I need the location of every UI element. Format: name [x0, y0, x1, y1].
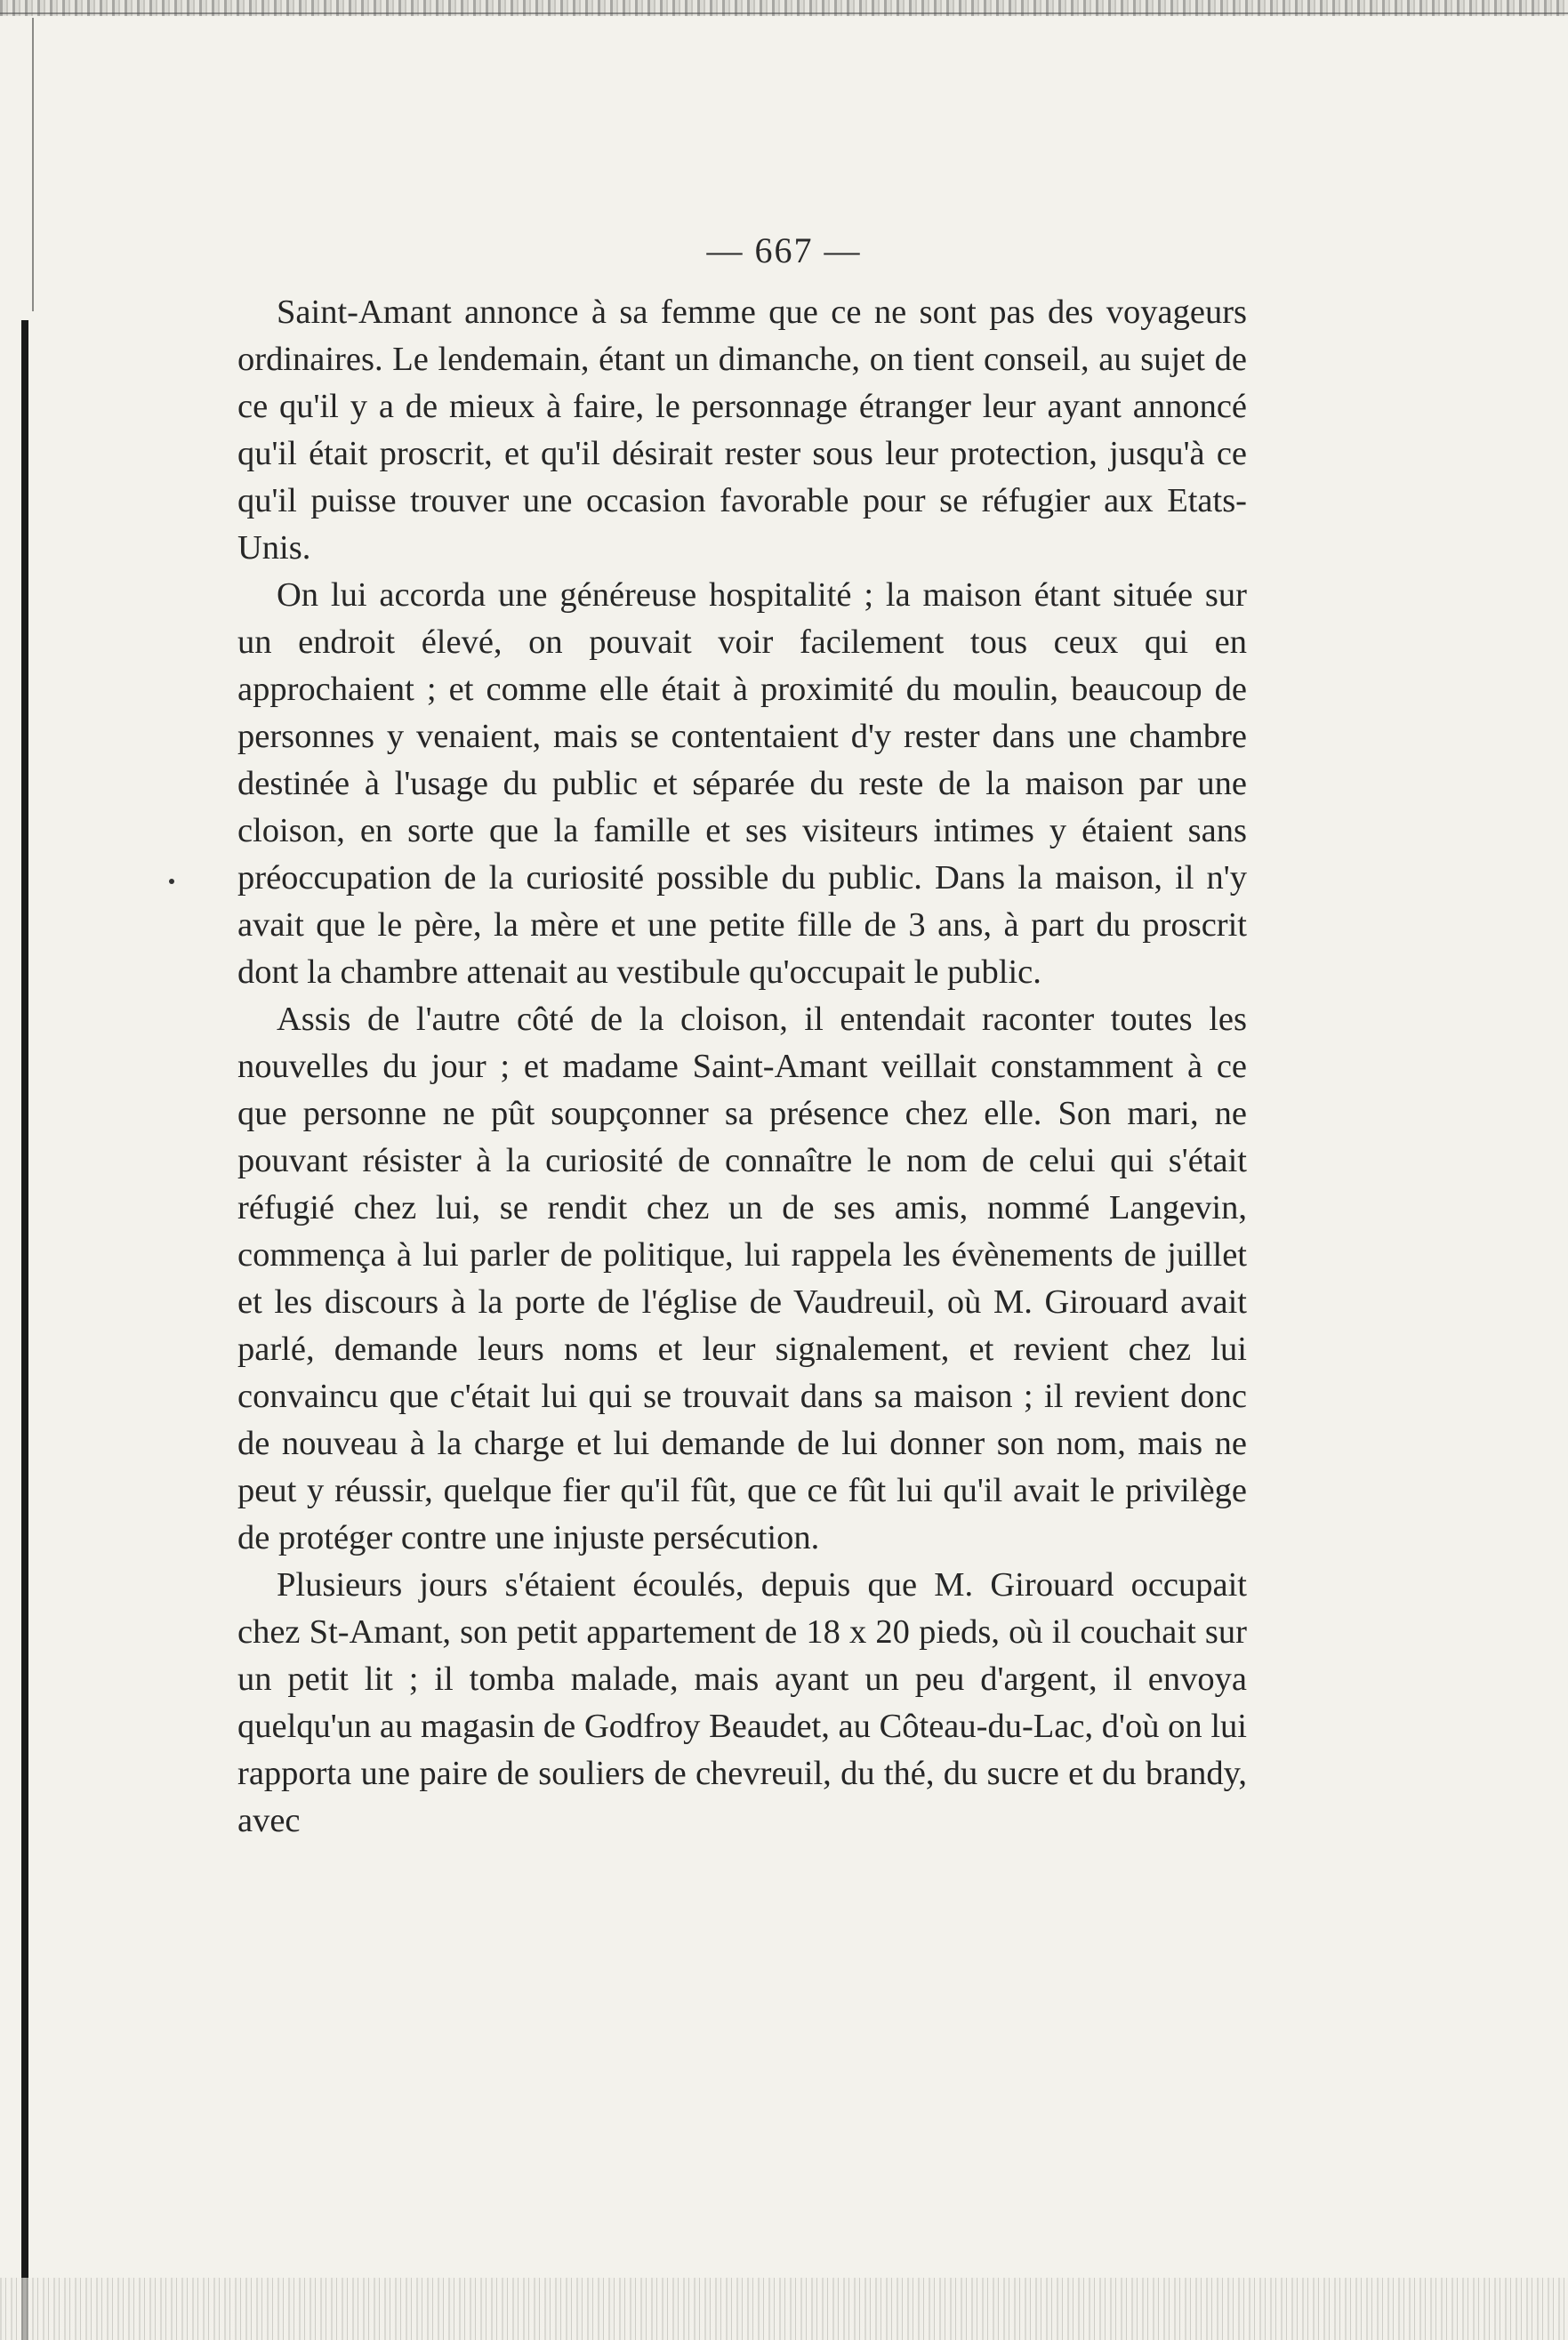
paragraph: Plusieurs jours s'étaient écoulés, depuis que M. Girouard occupait chez St-Amant, son petit appartement de 18 x 20 pieds, où il couchait sur un petit lit ; il tomba malade, mais ayant un peu d'argent, il envoya quelqu'un au magasin de Godfroy Beaudet, au Côteau-du-Lac, d'où on lui rapporta une paire de souliers de chevreuil, du thé, du sucre et du brandy, avec — [237, 1566, 1247, 1839]
scan-top-rule — [0, 12, 1568, 14]
scan-bottom-edge — [0, 2278, 1568, 2340]
page-number: — 667 — — [706, 230, 862, 270]
paragraph: Saint-Amant annonce à sa femme que ce ne sont pas des voyageurs ordinaires. Le lendemain, étant un dimanche, on tient conseil, au sujet de ce qu'il y a de mieux à faire, le personnage étranger leur ayant annoncé qu'il était proscrit, et qu'il désirait rester sous leur protection, jusqu'à ce qu'il puisse trouver une occasion favorable pour se réfugier aux Etats-Unis. — [237, 294, 1247, 567]
scan-speck — [169, 879, 174, 884]
scan-binding-edge — [21, 320, 28, 2340]
body-text — [237, 289, 1247, 1845]
paragraph: On lui accorda une généreuse hospitalité ; la maison étant située sur un endroit élevé, on pouvait voir facilement tous ceux qui en approchaient ; et comme elle était à proximité du moulin, beaucoup de personnes y venaient, mais se contentaient d'y rester dans une chambre destinée à l'usage du public et séparée du reste de la maison par une cloison, en sorte que la famille et ses visiteurs intimes y étaient sans préoccupation de la curiosité possible du public. Dans la maison, il n'y avait que le père, la mère et une petite fille de 3 ans, à part du proscrit dont la chambre attenait au vestibule qu'occupait le public. — [237, 576, 1247, 991]
paragraph: Assis de l'autre côté de la cloison, il entendait raconter toutes les nouvelles du jour ; et madame Saint-Amant veillait constamment à ce que personne ne pût soupçonner sa présence chez elle. Son mari, ne pouvant résister à la curiosité de connaître le nom de celui qui s'était réfugié chez lui, se rendit chez un de ses amis, nommé Langevin, commença à lui parler de politique, lui rappela les évènements de juillet et les discours à la porte de l'église de Vaudreuil, où M. Girouard avait parlé, demande leurs noms et leur signalement, et revient chez lui convaincu que c'était lui qui se trouvait dans sa maison ; il revient donc de nouveau à la charge et lui demande de lui donner son nom, mais ne peut y réussir, quelque fier qu'il fût, que ce fût lui qu'il avait le privilège de protéger contre une injuste persécution. — [237, 1001, 1247, 1556]
